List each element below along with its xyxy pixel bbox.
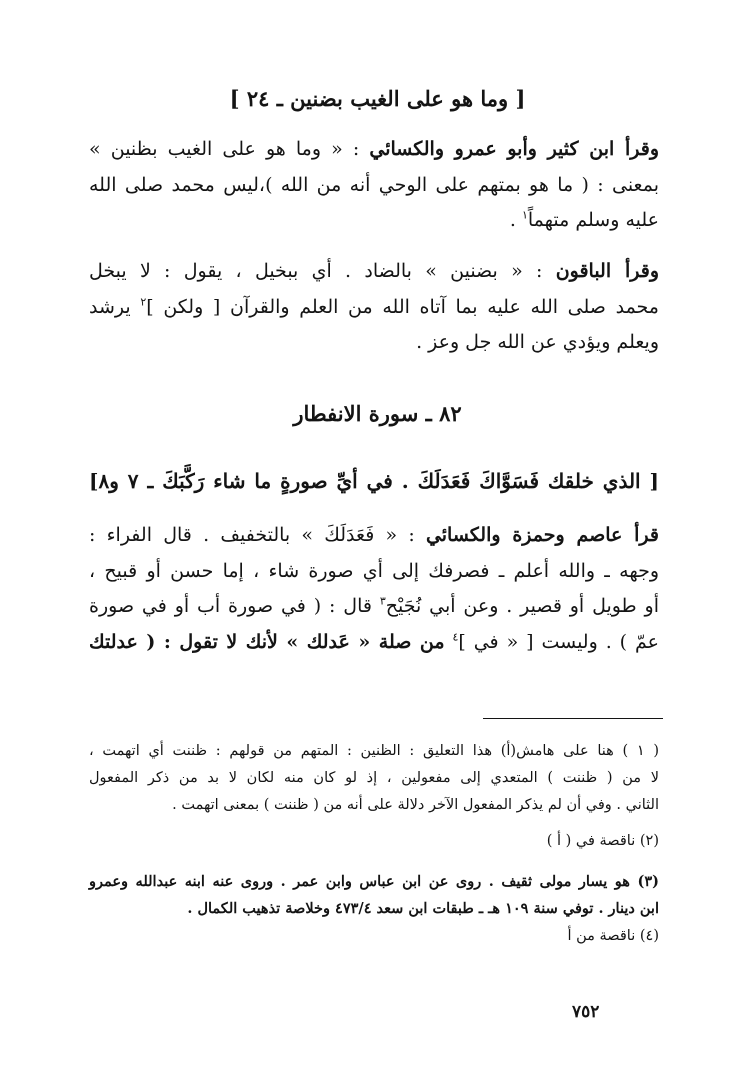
para2-line2 (89, 292, 659, 322)
page-number: ٧٥٢ (572, 1002, 600, 1022)
para3-line3 (89, 591, 659, 621)
footnote-1-line1: ( ١ ) هنا على هامش(أ) هذا التعليق : الظنين : المتهم من قولهم : ظننت أي اتهمت ، (89, 743, 659, 759)
para3-line2: وجهه ـ والله أعلم ـ فصرفك إلى أي صورة شاء ، إما حسن أو قبيح ، (89, 560, 659, 582)
para3-line4-end: من صلة « عَدلك » لأنك لا تقول : ( عدلتك (89, 631, 445, 653)
footnote-2: (٢) ناقصة في ( أ ) (546, 833, 659, 849)
para1-line3-end: . (509, 209, 516, 231)
para3-line1 (89, 520, 659, 550)
para1-lead: وقرأ ابن كثير وأبو عمرو والكسائي (369, 138, 659, 160)
verse-heading-24: [ وما هو على الغيب بضنين ـ ٢٤ ] (229, 86, 526, 111)
footnote-ref-4[interactable]: ٤ (452, 630, 459, 644)
footnote-separator (483, 718, 663, 719)
para2-line2-end: يرشد (89, 296, 131, 318)
footnote-3-line2: ابن دينار . توفي سنة ١٠٩ هـ ـ طبقات ابن سعد ٤٧٣/٤ وخلاصة تذهيب الكمال . (187, 900, 659, 917)
para1-line1-rest: : « وما هو على الغيب بظنين » (89, 138, 360, 160)
para2-line2-text: محمد صلى الله عليه بما آتاه الله من العلم والقرآن [ ولكن ] (146, 296, 659, 318)
para2-line1-rest: : « بضنين » بالضاد . أي ببخيل ، يقول : لا يبخل (89, 260, 543, 282)
para1-line2: بمعنى : ( ما هو بمتهم على الوحي أنه من الله )،ليس محمد صلى الله (89, 174, 659, 196)
footnote-ref-1[interactable]: ١ (521, 208, 528, 222)
footnote-1-line2: لا من ( ظننت ) المتعدي إلى مفعولين ، إذ لو كان منه لكان لا بد من ذكر المفعول (89, 770, 659, 786)
footnote-1-line3: الثاني . وفي أن لم يذكر المفعول الآخر دلالة على أنه من ( ظننت ) بمعنى اتهمت . (172, 797, 659, 813)
footnote-4: (٤) ناقصة من أ (567, 928, 659, 944)
para3-line4 (89, 627, 659, 657)
para2-lead: وقرأ الباقون (555, 260, 659, 282)
para3-line1-rest: : « فَعَدَلَكَ » بالتخفيف . قال الفراء : (89, 524, 415, 546)
para3-lead: قرأ عاصم وحمزة والكسائي (425, 524, 659, 546)
para1-line3-text: عليه وسلم متهماً (527, 209, 659, 231)
para1-line3 (510, 205, 659, 235)
footnote-ref-2[interactable]: ٢ (140, 295, 147, 309)
surah-title: ٨٢ ـ سورة الانفطار (293, 401, 462, 426)
para2-line3: ويعلم ويؤدي عن الله جل وعز . (416, 331, 659, 353)
para3-line4-text: عمّ ) . وليست [ « في ] (458, 631, 659, 653)
para1-line1 (89, 134, 659, 164)
verse-heading-7-8: [ الذي خلقك فَسَوَّاكَ فَعَدَلَكَ . في أيِّ صورةٍ ما شاء رَكَّبَكَ ـ ٧ و٨] (89, 469, 659, 493)
footnote-3-line1: (٣) هو يسار مولى ثقيف . روى عن ابن عباس وابن عمر . وروى عنه ابنه عبدالله وعمرو (89, 873, 659, 890)
footnote-ref-3[interactable]: ٣ (379, 594, 386, 608)
para3-line3-text: أو طويل أو قصير . وعن أبي نُجَيْح (385, 595, 659, 617)
para3-line3-end: قال : ( في صورة أب أو في صورة (89, 595, 372, 617)
para2-line1 (89, 256, 659, 286)
